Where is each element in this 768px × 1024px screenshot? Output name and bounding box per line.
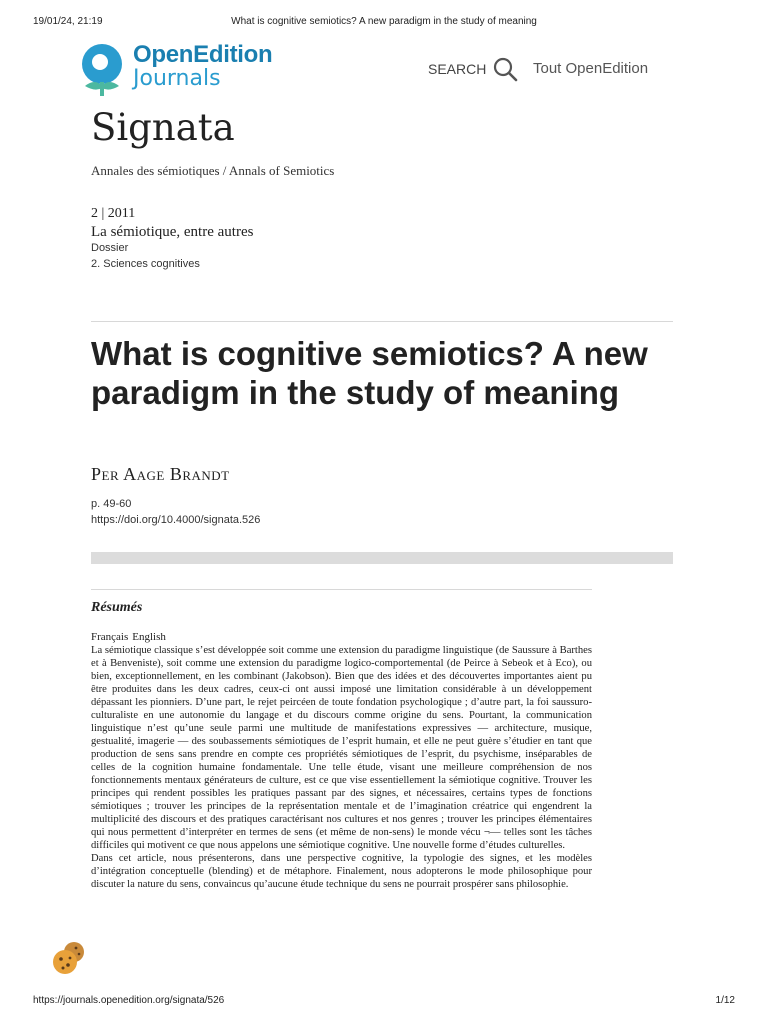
article-doi-link[interactable]: https://doi.org/10.4000/signata.526 — [91, 514, 261, 526]
article-pages: p. 49-60 — [91, 498, 132, 510]
language-tab-english[interactable]: English — [132, 631, 166, 643]
tout-openedition-link[interactable]: Tout OpenEdition — [533, 60, 649, 77]
journal-subtitle: Annales des sémiotiques / Annals of Semiotics — [91, 163, 335, 178]
resumes-heading: Résumés — [91, 600, 143, 615]
language-switcher — [91, 631, 170, 643]
search-label[interactable]: SEARCH — [428, 61, 487, 77]
section-type: Dossier — [91, 242, 129, 254]
logo-openedition[interactable]: OpenEdition — [133, 41, 273, 68]
cookie-icon[interactable] — [50, 938, 90, 978]
journal-title[interactable]: Signata — [91, 106, 235, 149]
print-datetime: 19/01/24, 21:19 — [33, 16, 103, 27]
divider — [91, 321, 673, 322]
abstract-text — [91, 644, 592, 891]
language-tab-francais[interactable]: Français — [91, 631, 129, 643]
gray-separator-bar — [91, 552, 673, 564]
article-title: What is cognitive semiotics? A new paradigm in the study of meaning — [91, 335, 648, 411]
search-icon[interactable] — [492, 56, 518, 82]
abstract-paragraph: La sémiotique classique s’est développée soit comme une extension du paradigme linguistique (de Saussure à Barthes et à Benveniste), soit comme une extension du paradigme logico-comportemental (de Peirce à Sebeok et à Eco), ou bien, exceptionnellement, en les combinant (Jakobson). Bien que des idées et des découvertes importantes aient pu être produites dans les deux cadres, ceux-ci ont aussi imposé une limitation considérable à un développement dépassant les pionniers. D’une part, le rejet peircéen de toute fondation psychologique ; d’autre part, la foi saussuro-culturaliste en une autonomie du langage et du discours comme origine du sens. Pourtant, la communication linguistique n’est qu’une seule parmi une multitude de manifestations expressives — architecture, musique, gestualité, imagerie — des soubassements sémiotiques de l’esprit humain, et elle ne peut guère s’étudier en tant que production de sens sans prendre en compte ces propriétés sémiotiques de l’esprit, du psychisme, inséparables de celles de la cognition humaine fondamentale. Une telle étude, visant une meilleure compréhension de nos fonctionnements mentaux générateurs de culture, est ce que vise essentiellement la sémiotique cognitive. Trouver les principes qui rendent possibles les pratiques passant par des signes, et nécessaires, certains types de fonctions sémiotiques ; trouver les principes de la représentation mentale et de l’imagination créatrice qui engendrent la multiplicité des discours et des pratiques caractérisant nos cultures et nos genres ; trouver les principes élémentaires qui nous permettent d’interpréter en termes de sens (et même de non-sens) le monde vécu ¬— telles sont les tâches difficiles qui motivent ce que nous appelons une sémiotique cognitive. Une nouvelle forme d’études culturelles. — [91, 645, 592, 851]
print-page-count: 1/12 — [715, 995, 735, 1006]
openedition-logo-icon[interactable] — [75, 42, 129, 98]
logo-journals[interactable]: Journals — [133, 66, 221, 91]
article-author[interactable]: Per Aage Brandt — [91, 464, 230, 484]
divider — [91, 589, 592, 590]
section-name[interactable]: 2. Sciences cognitives — [91, 258, 200, 270]
print-page-title: What is cognitive semiotics? A new paradigm in the study of meaning — [231, 16, 537, 27]
abstract-paragraph: Dans cet article, nous présenterons, dans une perspective cognitive, la typologie des signes, et les modèles d’intégration conceptuelle (blending) et de métaphore. Finalement, nous adopterons le mode philosophique pour discuter la nature du sens, convaincus qu’aucune étude technique du sens ne pourrait prospérer sans philosophie. — [91, 853, 592, 890]
issue-number[interactable]: 2 | 2011 — [91, 206, 136, 221]
issue-title[interactable]: La sémiotique, entre autres — [91, 224, 254, 240]
print-url: https://journals.openedition.org/signata/526 — [33, 995, 225, 1006]
